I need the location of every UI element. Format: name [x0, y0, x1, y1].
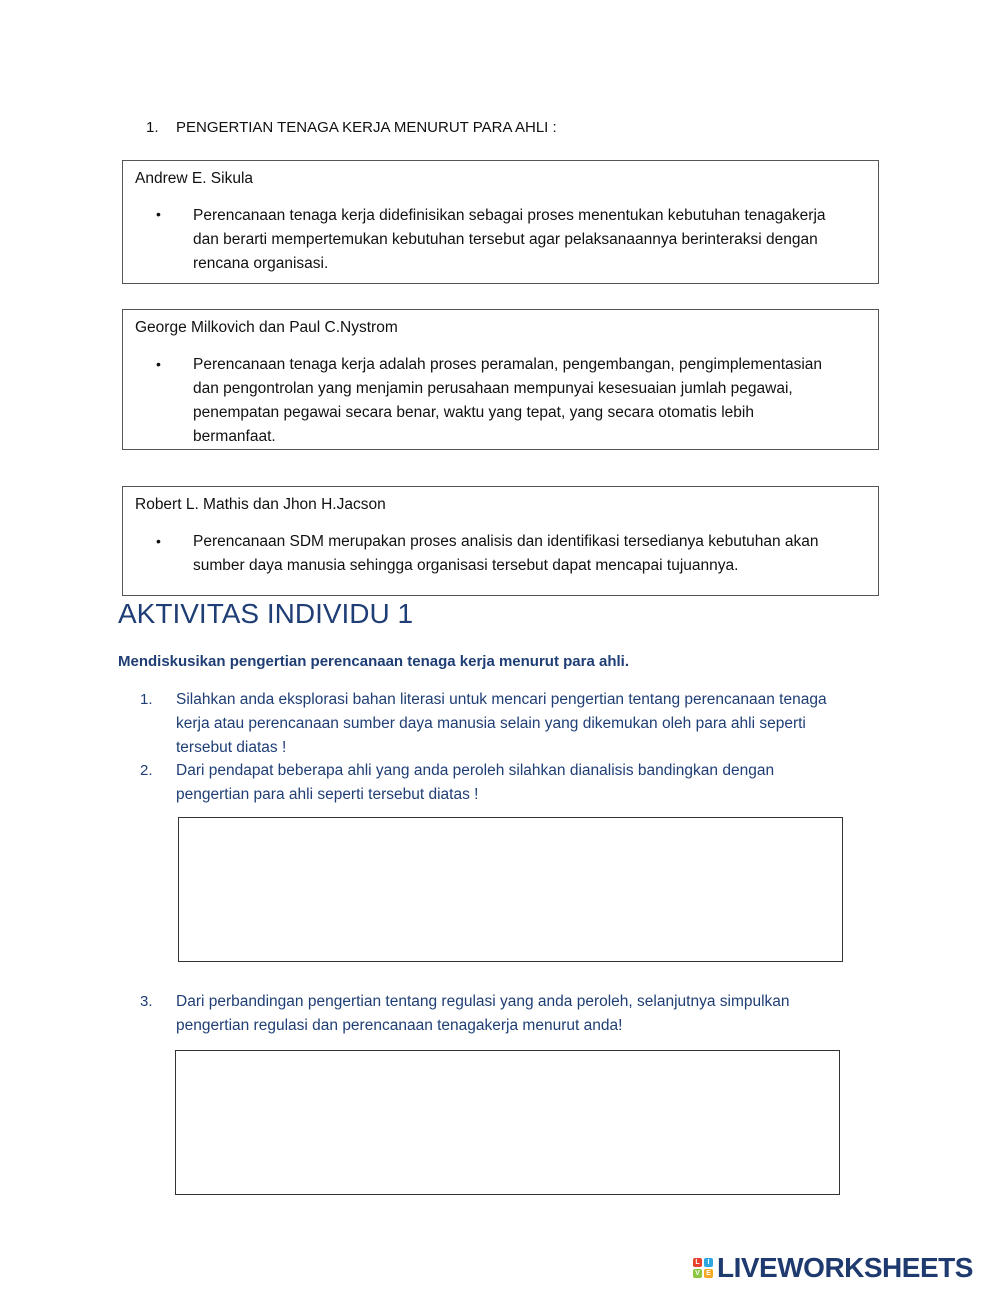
heading-number: 1.	[146, 119, 159, 136]
activity-title: AKTIVITAS INDIVIDU 1	[118, 598, 414, 629]
item-line: Silahkan anda eksplorasi bahan literasi untuk mencari pengertian tentang perencanaan tenaga	[176, 691, 827, 708]
expert-name: George Milkovich dan Paul C.Nystrom	[135, 319, 398, 336]
item-number: 2.	[140, 762, 153, 779]
item-line: pengertian regulasi dan perencanaan tenagakerja menurut anda!	[176, 1017, 623, 1034]
expert-box-milkovich	[122, 309, 879, 450]
definition-line: dan berarti mempertemukan kebutuhan tersebut agar pelaksanaannya berinteraksi dengan	[193, 231, 818, 248]
definition-line: sumber daya manusia sehingga organisasi tersebut dapat mencapai tujuannya.	[193, 557, 739, 574]
definition-line: Perencanaan SDM merupakan proses analisis dan identifikasi tersedianya kebutuhan akan	[193, 533, 819, 550]
item-line: tersebut diatas !	[176, 739, 287, 756]
item-line: Dari pendapat beberapa ahli yang anda peroleh silahkan dianalisis bandingkan dengan	[176, 762, 775, 779]
logo-tile: L	[693, 1258, 702, 1267]
expert-name: Robert L. Mathis dan Jhon H.Jacson	[135, 496, 386, 513]
logo-text: LIVEWORKSHEETS	[717, 1252, 973, 1283]
bullet-icon: •	[156, 206, 161, 222]
expert-definition	[193, 353, 868, 449]
logo-tile: I	[704, 1258, 713, 1267]
answer-input-comparison[interactable]	[179, 818, 842, 961]
item-line: Dari perbandingan pengertian tentang regulasi yang anda peroleh, selanjutnya simpulkan	[176, 993, 790, 1010]
definition-line: dan pengontrolan yang menjamin perusahaan mempunyai kesesuaian jumlah pegawai,	[193, 380, 793, 397]
item-line: pengertian para ahli seperti tersebut diatas !	[176, 786, 479, 803]
item-line: kerja atau perencanaan sumber daya manusia selain yang dikemukan oleh para ahli seperti	[176, 715, 806, 732]
expert-definition	[193, 204, 868, 276]
expert-definition	[193, 530, 868, 578]
bullet-icon: •	[156, 356, 161, 372]
bullet-icon: •	[156, 533, 161, 549]
definition-line: Perencanaan tenaga kerja adalah proses peramalan, pengembangan, pengimplementasian	[193, 356, 823, 373]
item-number: 3.	[140, 993, 153, 1010]
answer-input-conclusion[interactable]	[176, 1051, 839, 1194]
definition-line: penempatan pegawai secara benar, waktu yang tepat, yang secara otomatis lebih	[193, 404, 754, 421]
activity-item-text	[176, 990, 876, 1038]
answer-box-comparison[interactable]	[178, 817, 843, 962]
activity-item-text	[176, 688, 876, 760]
activity-subtitle: Mendiskusikan pengertian perencanaan tenaga kerja menurut para ahli.	[118, 653, 629, 670]
logo-tile: E	[704, 1269, 713, 1278]
definition-line: bermanfaat.	[193, 428, 276, 445]
logo-tiles-icon	[693, 1258, 713, 1278]
expert-name: Andrew E. Sikula	[135, 170, 254, 187]
expert-box-mathis	[122, 486, 879, 596]
activity-item-text	[176, 759, 876, 807]
section-heading	[146, 119, 557, 136]
liveworksheets-logo	[693, 1253, 973, 1283]
expert-box-sikula	[122, 160, 879, 284]
logo-tile: V	[693, 1269, 702, 1278]
definition-line: rencana organisasi.	[193, 255, 329, 272]
definition-line: Perencanaan tenaga kerja didefinisikan sebagai proses menentukan kebutuhan tenagakerja	[193, 207, 826, 224]
heading-text: PENGERTIAN TENAGA KERJA MENURUT PARA AHLI :	[176, 119, 557, 136]
answer-box-conclusion[interactable]	[175, 1050, 840, 1195]
item-number: 1.	[140, 691, 153, 708]
